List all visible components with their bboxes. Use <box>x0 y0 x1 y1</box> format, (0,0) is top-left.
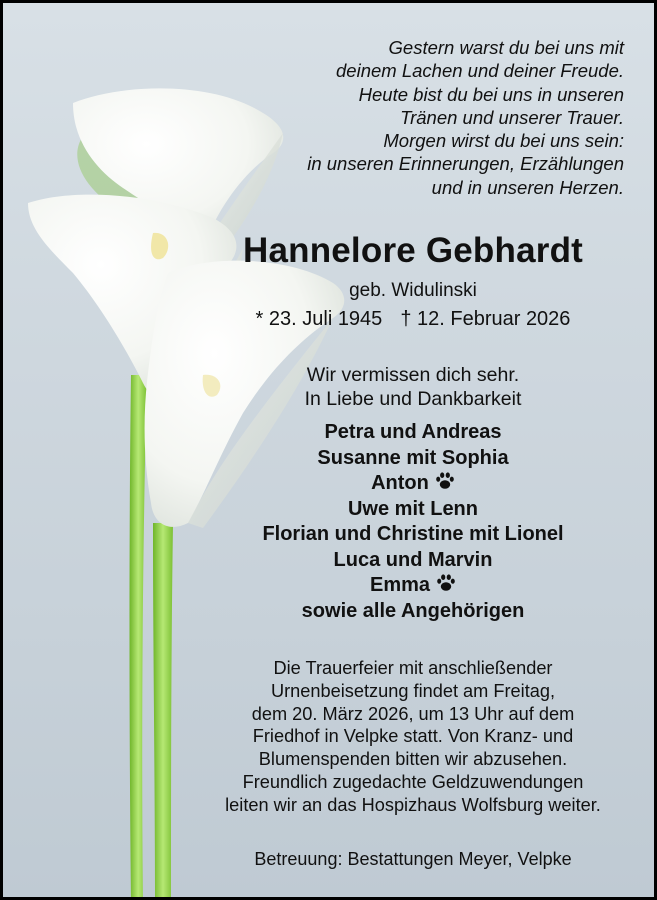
mourner-item <box>178 446 648 472</box>
mourner-item <box>178 548 648 574</box>
mourner-item <box>178 573 648 599</box>
poem-line: und in unseren Herzen. <box>431 176 624 198</box>
info-line: Die Trauerfeier mit anschließender <box>273 658 553 678</box>
mourner-item <box>178 471 648 497</box>
mourner-name: Uwe mit Lenn <box>347 497 478 520</box>
closing-line: In Liebe und Dankbarkeit <box>304 388 522 410</box>
mourner-name: Anton <box>371 472 429 494</box>
closing-line: Wir vermissen dich sehr. <box>306 364 520 386</box>
mourner-item <box>178 420 648 446</box>
poem-line: Gestern warst du bei uns mit <box>388 37 624 58</box>
info-line: Urnenbeisetzung findet am Freitag, <box>270 680 556 701</box>
mourner-name: sowie alle Angehörigen <box>301 599 525 622</box>
poem <box>204 36 624 199</box>
poem-line: Heute bist du bei uns in unseren <box>358 83 624 105</box>
mourner-name: Luca und Marvin <box>333 548 493 571</box>
funeral-home: Betreuung: Bestattungen Meyer, Velpke <box>254 849 572 869</box>
mourner-name: Emma <box>369 574 431 596</box>
mourner-name: Petra und Andreas <box>324 421 502 443</box>
poem-line: in unseren Erinnerungen, Erzählungen <box>307 153 624 175</box>
info-line: dem 20. März 2026, um 13 Uhr auf dem <box>251 703 575 724</box>
poem-line: deinem Lachen und deiner Freude. <box>336 60 624 82</box>
maiden-name: geb. Widulinski <box>349 280 477 301</box>
info-line: Freundlich zugedachte Geldzuwendungen <box>242 771 584 792</box>
poem-line: Tränen und unserer Trauer. <box>400 106 624 128</box>
funeral-info <box>178 657 648 817</box>
paw-print-icon <box>436 573 456 593</box>
life-dates <box>178 306 648 332</box>
mourner-name: Susanne mit Sophia <box>317 446 509 469</box>
mourner-name: Florian und Christine mit Lionel <box>262 523 564 545</box>
deceased-name: Hannelore Gebhardt <box>242 231 584 270</box>
death-date: † 12. Februar 2026 <box>400 308 571 330</box>
birth-date: * 23. Juli 1945 <box>255 308 383 330</box>
info-line: leiten wir an das Hospizhaus Wolfsburg weiter. <box>225 794 601 815</box>
paw-print-icon <box>435 471 455 491</box>
mourner-item <box>178 522 648 548</box>
mourner-item <box>178 599 648 625</box>
mourner-item <box>178 497 648 523</box>
closing-lines <box>178 363 648 411</box>
info-line: Blumenspenden bitten wir abzusehen. <box>258 749 568 770</box>
mourners-list <box>178 420 648 624</box>
info-line: Friedhof in Velpke statt. Von Kranz- und <box>252 726 574 747</box>
poem-line: Morgen wirst du bei uns sein: <box>383 130 624 152</box>
